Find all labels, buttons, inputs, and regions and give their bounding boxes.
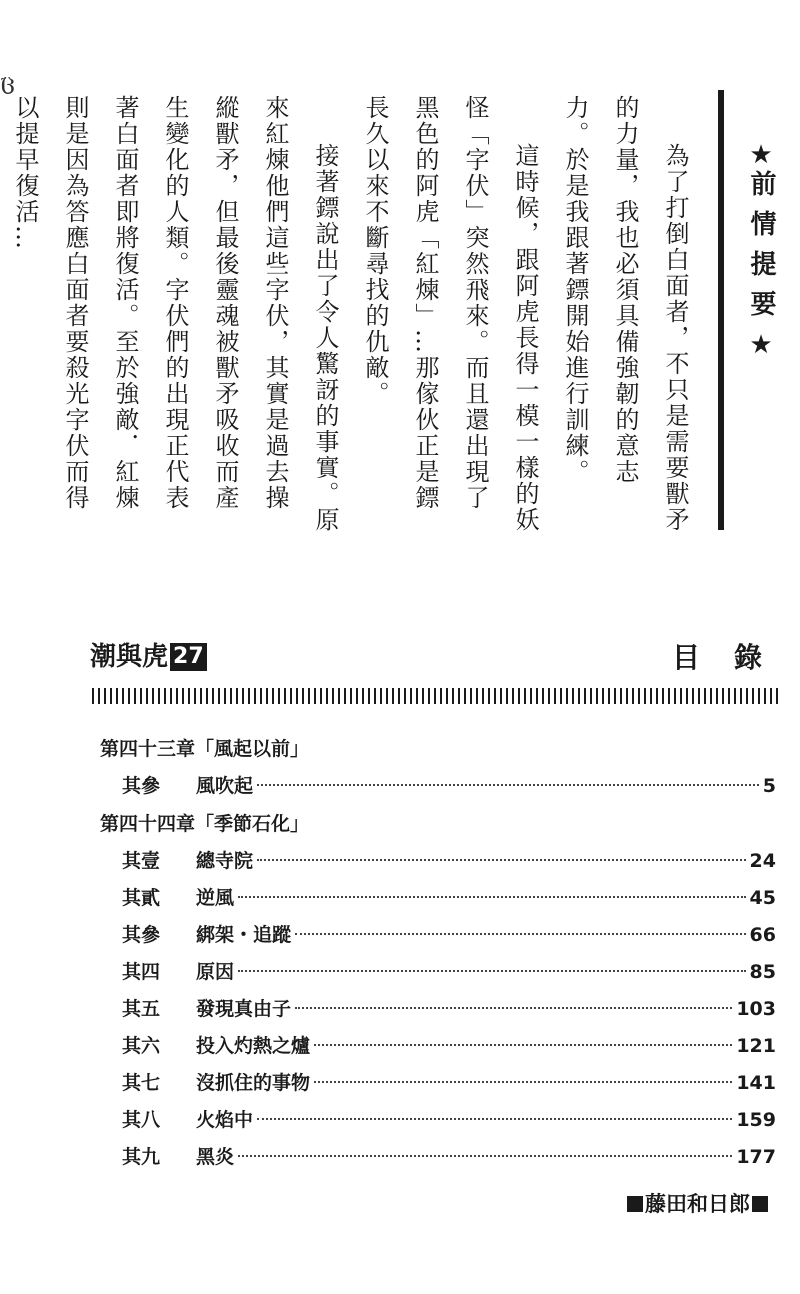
entry-title: 投入灼熱之爐 [196, 1035, 311, 1057]
author-credit [625, 1188, 770, 1218]
entry-number: 其參 [122, 924, 161, 946]
entry-title: 逆風 [196, 887, 235, 909]
toc-entry [100, 880, 776, 917]
entry-page: 141 [736, 1072, 776, 1094]
entry-title: 綁架・追蹤 [196, 924, 292, 946]
entry-number: 其參 [122, 775, 161, 797]
dot-leader [295, 933, 746, 935]
entry-number: 其貳 [122, 887, 161, 909]
synopsis-heading-text: 前情提要 [746, 170, 776, 330]
toc-entry [100, 954, 776, 991]
toc-entry [100, 1028, 776, 1065]
entry-number: 其壹 [122, 850, 161, 872]
synopsis-heading [740, 140, 780, 360]
entry-number: 其五 [122, 998, 161, 1020]
series-name: 潮與虎 [90, 642, 169, 672]
page-edge-mark: ც [0, 70, 15, 95]
toc-entry [100, 1139, 776, 1176]
synopsis-paragraph: 為了打倒白面者，不只是需要獸矛的力量，我也必須具備強韌的意志力。於是我跟著鏢開始進行訓練。 [561, 95, 689, 533]
dot-leader [314, 1081, 732, 1083]
star-icon: ★ [746, 330, 776, 360]
entry-page: 66 [749, 924, 776, 946]
entry-number: 其七 [122, 1072, 161, 1094]
entry-title: 風吹起 [196, 775, 254, 797]
synopsis-paragraph: 接著鏢說出了令人驚訝的事實。原來紅煉他們這些字伏，其實是過去操縱獸矛，但最後靈魂被獸矛吸收而產生變化的人類。字伏們的出現正代表著白面者即將復活。至於強敵．紅煉則是因為答應白面者要殺光字伏而得以提早復活… [11, 95, 339, 533]
entry-page: 24 [749, 850, 776, 872]
entry-title: 總寺院 [196, 850, 254, 872]
dot-leader [238, 970, 746, 972]
toc-header [90, 636, 796, 676]
toc-entry [100, 768, 776, 805]
entry-title: 原因 [196, 961, 235, 983]
synopsis-text [11, 95, 700, 535]
toc-entry [100, 991, 776, 1028]
dot-leader [314, 1044, 732, 1046]
toc-entry [100, 917, 776, 954]
dot-leader [257, 859, 746, 861]
decorative-rule [92, 688, 778, 704]
volume-badge: 27 [170, 643, 207, 671]
series-title [90, 636, 207, 673]
entry-number: 其八 [122, 1109, 161, 1131]
square-icon [752, 1196, 768, 1212]
entry-page: 177 [736, 1146, 776, 1168]
entry-page: 103 [736, 998, 776, 1020]
square-icon [627, 1196, 643, 1212]
author-name: 藤田和日郎 [645, 1192, 750, 1216]
dot-leader [238, 1155, 732, 1157]
dot-leader [295, 1007, 732, 1009]
entry-page: 121 [736, 1035, 776, 1057]
entry-title: 沒抓住的事物 [196, 1072, 311, 1094]
toc-list [100, 730, 776, 1176]
toc-entry [100, 843, 776, 880]
toc-title: 目錄 [671, 641, 796, 674]
entry-title: 發現真由子 [196, 998, 292, 1020]
entry-number: 其六 [122, 1035, 161, 1057]
entry-page: 5 [762, 775, 776, 797]
chapter-title: 第四十四章「季節石化」 [100, 813, 310, 835]
toc-entry [100, 1102, 776, 1139]
entry-page: 159 [736, 1109, 776, 1131]
synopsis-paragraph: 這時候，跟阿虎長得一模一樣的妖怪「字伏」突然飛來。而且還出現了黑色的阿虎「紅煉」…那傢伙正是鏢長久以來不斷尋找的仇敵。 [361, 95, 539, 533]
entry-page: 45 [749, 887, 776, 909]
entry-title: 火焰中 [196, 1109, 254, 1131]
star-icon: ★ [746, 140, 776, 170]
chapter-title: 第四十三章「風起以前」 [100, 738, 310, 760]
dot-leader [257, 784, 759, 786]
entry-number: 其九 [122, 1146, 161, 1168]
dot-leader [238, 896, 746, 898]
entry-title: 黑炎 [196, 1146, 235, 1168]
toc-entry [100, 1065, 776, 1102]
synopsis-divider [718, 90, 724, 530]
entry-number: 其四 [122, 961, 161, 983]
dot-leader [257, 1118, 732, 1120]
entry-page: 85 [749, 961, 776, 983]
